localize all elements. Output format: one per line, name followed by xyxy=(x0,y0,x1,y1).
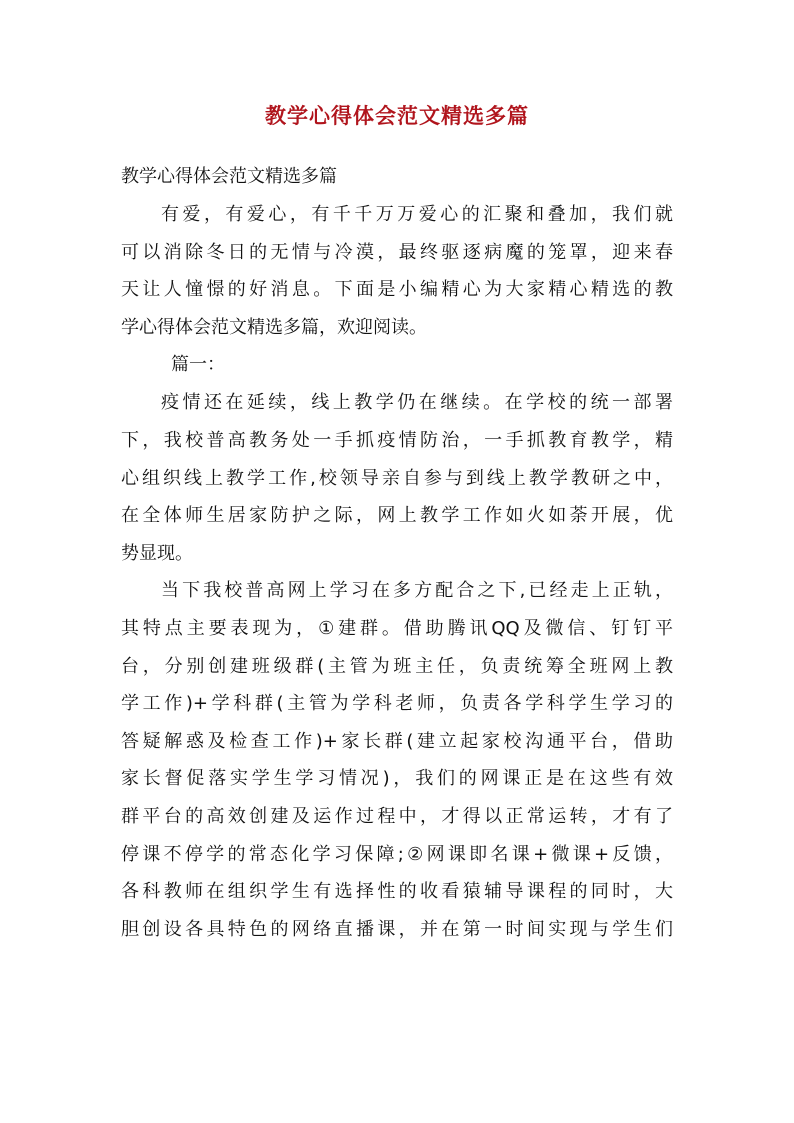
paragraph-line: 胆创设各具特色的网络直播课，并在第一时间实现与学生们 xyxy=(121,918,673,940)
paragraph-line: 可以消除冬日的无情与冷漠，最终驱逐病魔的笼罩，迎来春 xyxy=(121,241,673,263)
paragraph-line: 当下我校普高网上学习在多方配合之下,已经走上正轨， xyxy=(161,580,673,602)
paragraph-line: 在全体师生居家防护之际，网上教学工作如火如荼开展，优 xyxy=(121,505,673,527)
paragraph-line: 心组织线上教学工作,校领导亲自参与到线上教学教研之中， xyxy=(121,467,673,489)
paragraph-line: 势显现。 xyxy=(121,542,193,564)
section1-paragraph-1 xyxy=(121,384,673,572)
document-body xyxy=(121,158,673,948)
paragraph-line: 其特点主要表现为，①建群。借助腾讯QQ及微信、钉钉平 xyxy=(121,617,673,639)
section-heading: 篇一： xyxy=(171,354,225,376)
paragraph-line: 学工作)+学科群(主管为学科老师，负责各学科学生学习的 xyxy=(121,693,673,715)
paragraph-line: 下，我校普高教务处一手抓疫情防治，一手抓教育教学，精 xyxy=(121,429,673,451)
paragraph-line: 学心得体会范文精选多篇，欢迎阅读。 xyxy=(121,316,427,338)
paragraph-line: 有爱，有爱心，有千千万万爱心的汇聚和叠加，我们就 xyxy=(161,204,673,225)
paragraph-line: 台，分别创建班级群(主管为班主任，负责统筹全班网上教 xyxy=(121,655,673,677)
paragraph-line: 各科教师在组织学生有选择性的收看猿辅导课程的同时，大 xyxy=(121,881,673,903)
paragraph-line: 天让人憧憬的好消息。下面是小编精心为大家精心精选的教 xyxy=(121,279,673,301)
paragraph-line: 答疑解惑及检查工作)+家长群(建立起家校沟通平台，借助 xyxy=(121,730,673,752)
paragraph-line: 停课不停学的常态化学习保障;②网课即名课+微课+反馈， xyxy=(121,843,673,865)
intro-paragraph xyxy=(121,196,673,346)
section1-paragraph-2 xyxy=(121,572,673,948)
paragraph-line: 群平台的高效创建及运作过程中，才得以正常运转，才有了 xyxy=(121,805,673,827)
document-subheading: 教学心得体会范文精选多篇 xyxy=(121,166,337,187)
paragraph-line: 疫情还在延续，线上教学仍在继续。在学校的统一部署 xyxy=(161,392,673,414)
paragraph-line: 家长督促落实学生学习情况)，我们的网课正是在这些有效 xyxy=(121,768,673,790)
document-title: 教学心得体会范文精选多篇 xyxy=(265,103,529,128)
